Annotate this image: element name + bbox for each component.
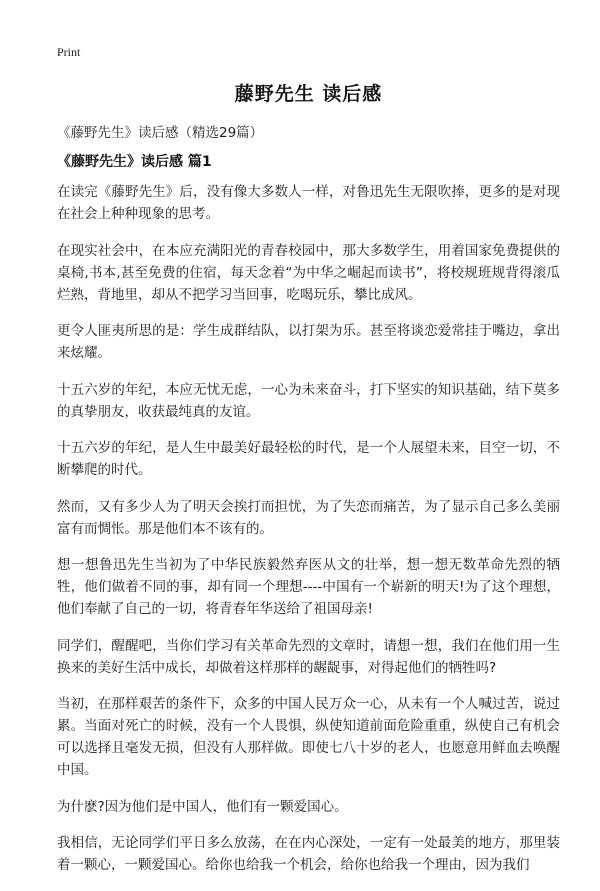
- article-body: [57, 181, 560, 891]
- document-subtitle: 《藤野先生》读后感（精选29篇）: [57, 125, 264, 141]
- paragraph-2: 在现实社会中，在本应充满阳光的青春校园中，那大多数学生，用着国家免费提供的桌椅,书本,甚至免费的住宿，每天念着“为中华之崛起而读书”，将校规班规背得滚瓜烂熟，背地里，却从不把学习当回事，吃喝玩乐，攀比成风。: [57, 242, 560, 303]
- section-title: 《藤野先生》读后感 篇1: [57, 154, 212, 170]
- paragraph-11: 我相信，无论同学们平日多么放荡，在在内心深处，一定有一处最美的地方，那里装着一颗心，一颗爱国心。给你也给我一个机会，给你也给我一个理由，因为我们: [57, 835, 560, 873]
- print-link[interactable]: Print: [57, 45, 81, 59]
- paragraph-3: 更令人匪夷所思的是：学生成群结队，以打架为乐。甚至将谈恋爱常挂于嘴边，拿出来炫耀。: [57, 323, 560, 361]
- paragraph-4: 十五六岁的年纪，本应无忧无虑，一心为未来奋斗，打下坚实的知识基础，结下莫多的真挚朋友，收获最纯真的友谊。: [57, 381, 560, 420]
- paragraph-1: 在读完《藤野先生》后，没有像大多数人一样，对鲁迅先生无限吹捧，更多的是对现在社会上种种现象的思考。: [57, 184, 560, 222]
- paragraph-10: 为什麽?因为他们是中国人，他们有一颗爱国心。: [57, 798, 348, 815]
- paragraph-5: 十五六岁的年纪，是人生中最美好最轻松的时代，是一个人展望未来，目空一切，不断攀爬的时代。: [57, 440, 560, 478]
- paragraph-9: 当初，在那样艰苦的条件下，众多的中国人民万众一心，从未有一个人喊过苦，说过累。当面对死亡的时候，没有一个人畏惧，纵使知道前面危险重重，纵使自己有机会可以选择且毫发无损，但没有人那样做。即使七八十岁的老人，也愿意用鲜血去唤醒中国。: [57, 696, 560, 778]
- paragraph-8: 同学们，醒醒吧，当你们学习有关革命先烈的文章时，请想一想，我们在他们用一生换来的美好生活中成长，却做着这样那样的龌龊事，对得起他们的牺牲吗?: [57, 637, 560, 676]
- document-title: 藤野先生 读后感: [234, 83, 383, 105]
- paragraph-6: 然而，又有多少人为了明天会挨打而担忧，为了失恋而痛苦，为了显示自己多么美丽富有而惆怅。那是他们本不该有的。: [57, 498, 560, 537]
- paragraph-7: 想一想鲁迅先生当初为了中华民族毅然弃医从文的壮举，想一想无数革命先烈的牺牲，他们做着不同的事，却有同一个理想----中国有一个崭新的明天!为了这个理想，他们奉献了自己的一切，将青春年华送给了祖国母亲!: [57, 557, 560, 617]
